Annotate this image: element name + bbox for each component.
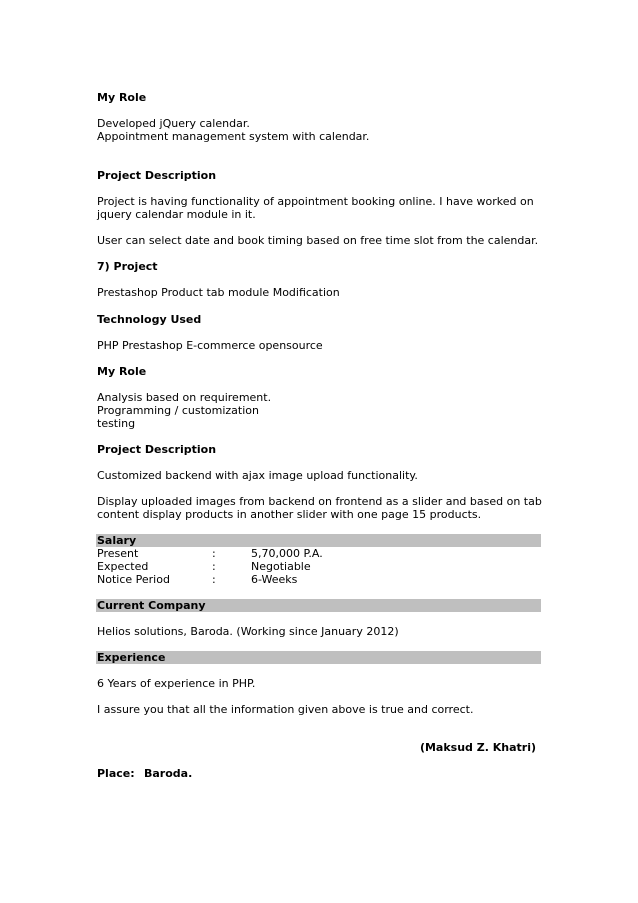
experience-section-bar <box>96 651 541 664</box>
salary-row-separator: : <box>212 547 216 560</box>
signature-name: (Maksud Z. Khatri) <box>419 741 536 754</box>
description-line: jquery calendar module in it. <box>97 208 256 221</box>
role-line: Appointment management system with calendar. <box>97 130 370 143</box>
experience-text: 6 Years of experience in PHP. <box>97 677 256 690</box>
description-line: Display uploaded images from backend on frontend as a slider and based on tab <box>97 495 542 508</box>
description-line: Project is having functionality of appointment booking online. I have worked on <box>97 195 534 208</box>
salary-row-value: 5,70,000 P.A. <box>251 547 323 560</box>
salary-section-bar <box>96 534 541 547</box>
salary-row-value: 6-Weeks <box>251 573 298 586</box>
project-description-heading: Project Description <box>97 169 217 182</box>
description-paragraph: User can select date and book timing based on free time slot from the calendar. <box>97 234 539 247</box>
my-role-heading: My Role <box>97 365 147 378</box>
current-company-text: Helios solutions, Baroda. (Working since January 2012) <box>97 625 399 638</box>
technology-value: PHP Prestashop E-commerce opensource <box>97 339 323 352</box>
place-value: Baroda. <box>144 767 193 780</box>
current-company-heading: Current Company <box>97 599 206 612</box>
current-company-section-bar <box>96 599 541 612</box>
salary-row-label: Notice Period <box>97 573 170 586</box>
declaration-text: I assure you that all the information given above is true and correct. <box>97 703 474 716</box>
role-line: Programming / customization <box>97 404 259 417</box>
salary-row-label: Present <box>97 547 139 560</box>
place-label: Place: <box>97 767 135 780</box>
salary-row-value: Negotiable <box>251 560 311 573</box>
description-paragraph: Customized backend with ajax image upload functionality. <box>97 469 418 482</box>
my-role-heading: My Role <box>97 91 147 104</box>
experience-heading: Experience <box>97 651 166 664</box>
salary-row-separator: : <box>212 573 216 586</box>
technology-heading: Technology Used <box>97 313 202 326</box>
role-line: Analysis based on requirement. <box>97 391 272 404</box>
description-line: content display products in another slider with one page 15 products. <box>97 508 482 521</box>
project-description-heading: Project Description <box>97 443 217 456</box>
salary-heading: Salary <box>97 534 137 547</box>
salary-row-label: Expected <box>97 560 149 573</box>
project-name: Prestashop Product tab module Modification <box>97 286 340 299</box>
role-line: testing <box>97 417 136 430</box>
salary-row-separator: : <box>212 560 216 573</box>
role-line: Developed jQuery calendar. <box>97 117 250 130</box>
project-heading: 7) Project <box>97 260 158 273</box>
